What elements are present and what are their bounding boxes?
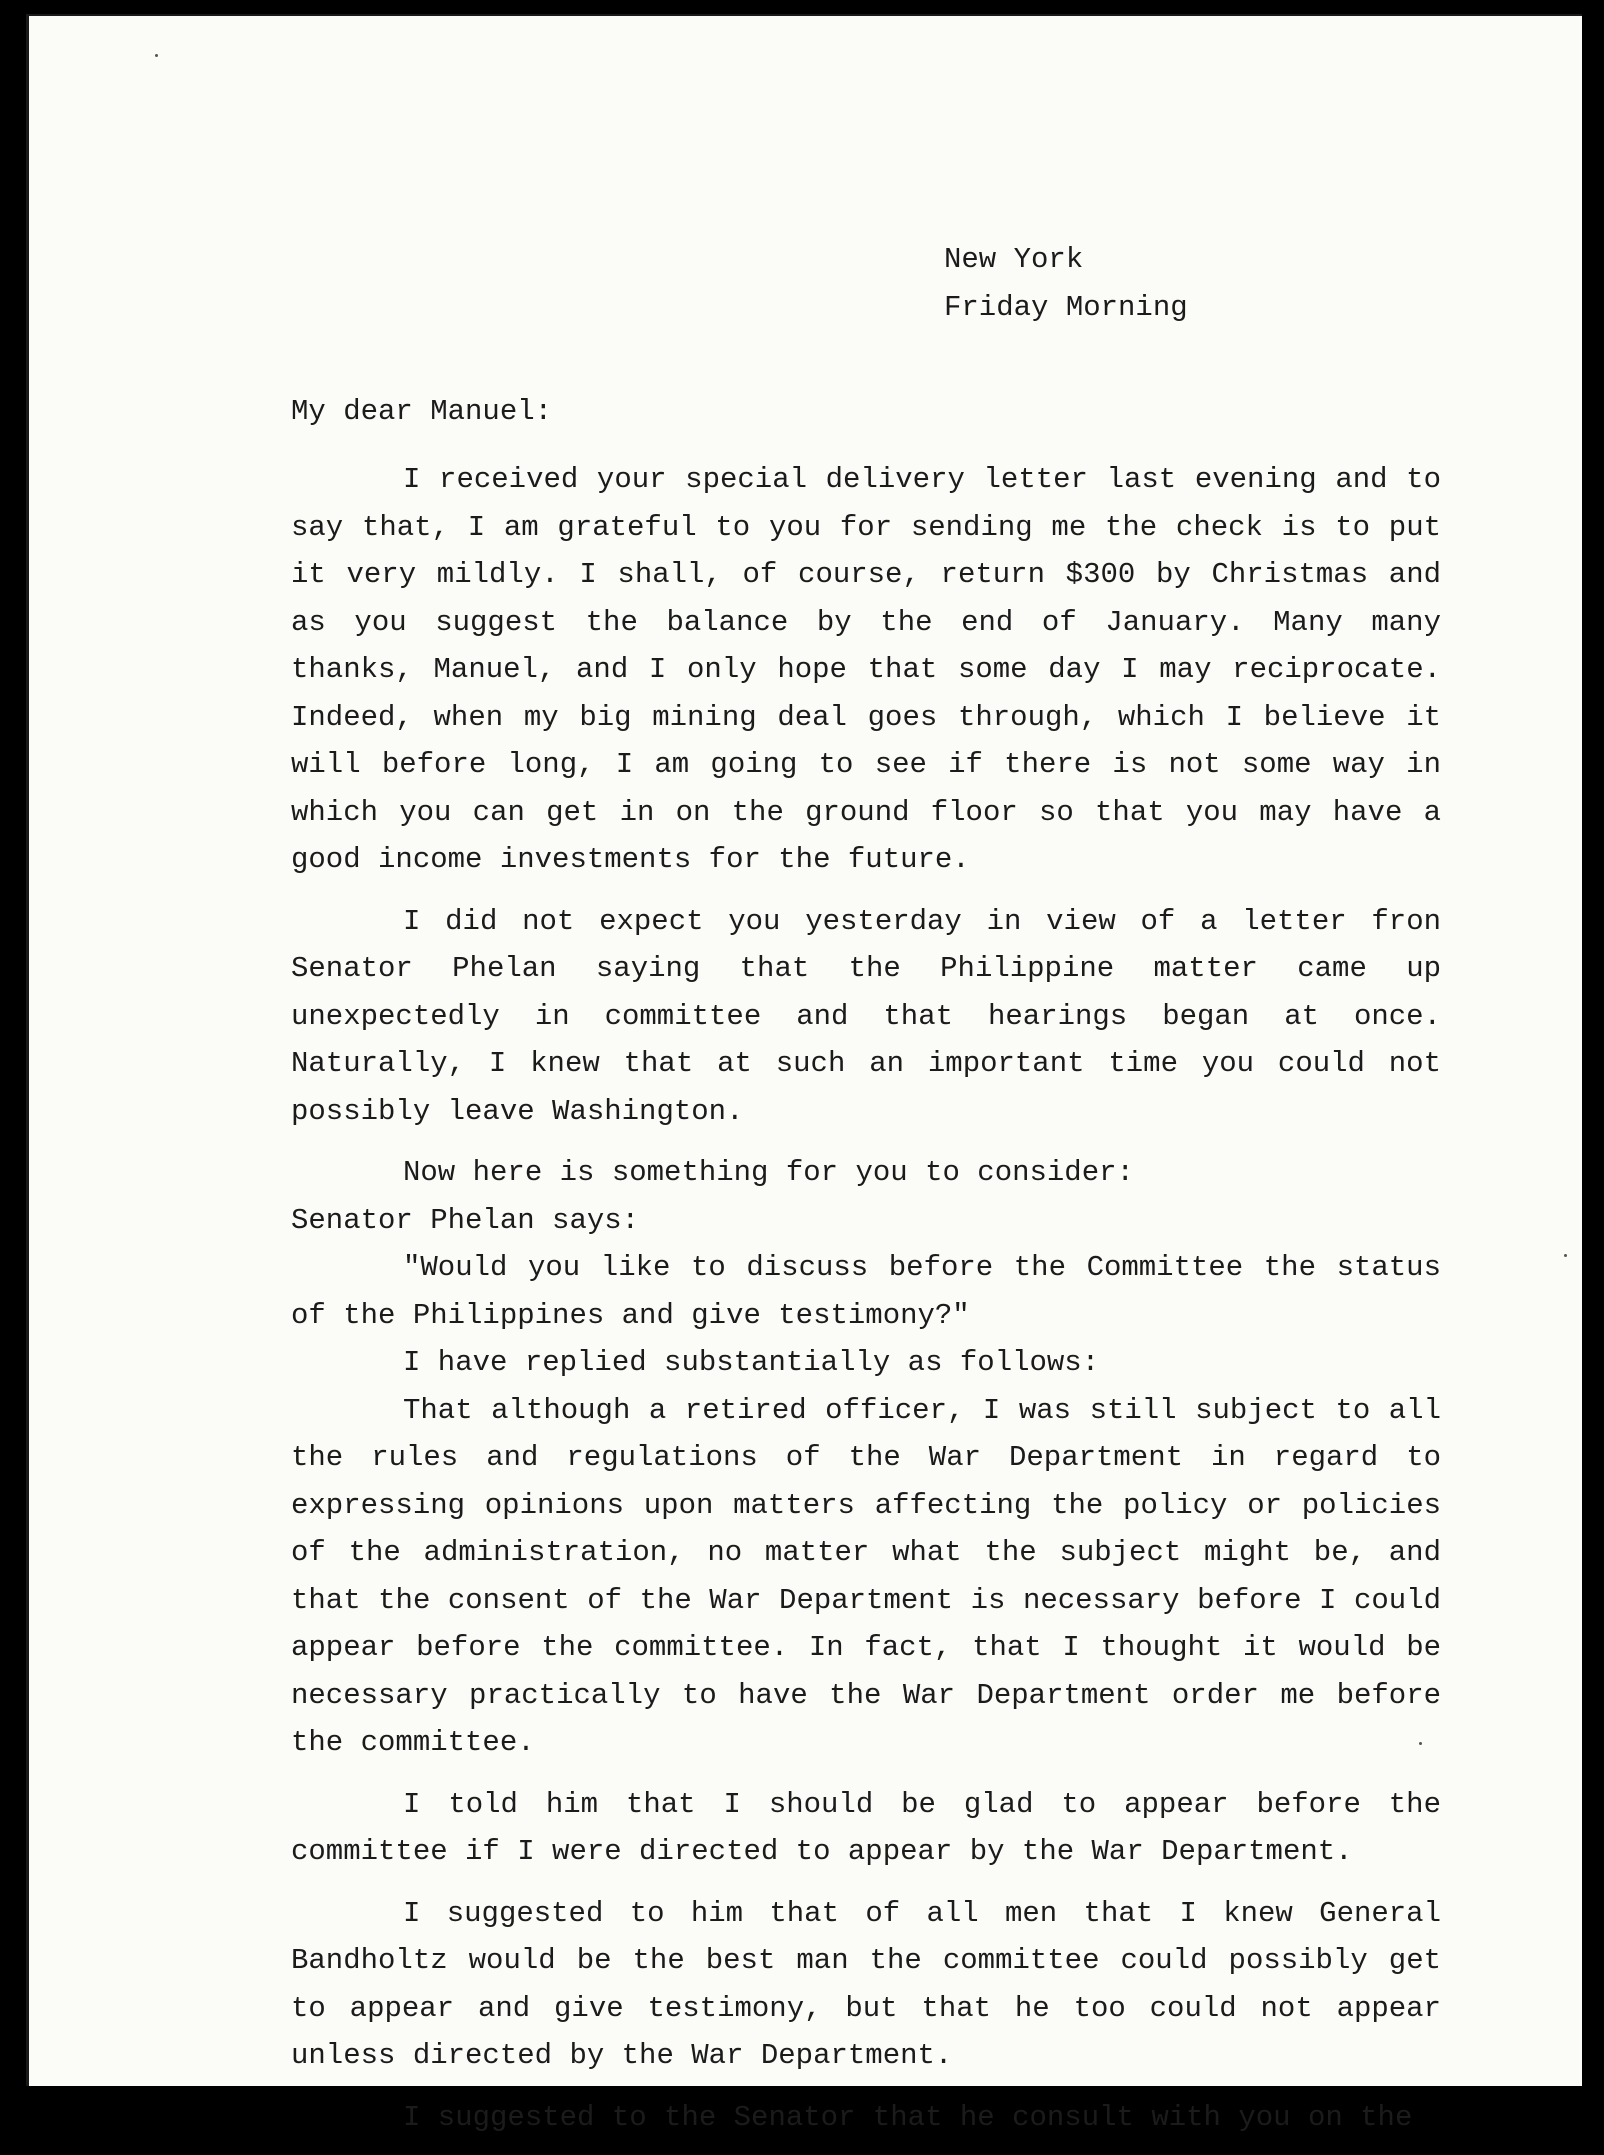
- paragraph-replied: I have replied substantially as follows:: [403, 1346, 1100, 1379]
- paragraph-retired-officer: That although a retired officer, I was still subject to all the rules and regulations of the War Department in regard to expressing opinions upon matters affecting the policy or policies of the administration, no matter what the subject might be, and that the consent of the War Department is necessary before I could appear before the committee. In fact, that I thought it would be necessary practically to have the War Department order me before the committee.: [291, 1393, 1441, 1759]
- letter-header: [944, 236, 1188, 332]
- paragraph-consider: Now here is something for you to consider:: [403, 1156, 1134, 1189]
- paper-speck: [1564, 1254, 1567, 1257]
- paragraph-consult: I suggested to the Senator that he consult with you on the: [403, 2100, 1413, 2134]
- paragraph-phelan-says: Senator Phelan says:: [291, 1203, 640, 1237]
- letter-page: [26, 14, 1582, 2134]
- paragraph-quote: "Would you like to discuss before the Committee the status of the Philippines and give testimony?": [291, 1251, 1441, 1332]
- paragraph-senator-phelan: I did not expect you yesterday in view of a letter fron Senator Phelan saying that the Philippine matter came up unexpectedly in committee and that hearings began at once. Naturally, I knew that at such an important time you could not possibly leave Washington.: [291, 904, 1441, 1128]
- paper-speck: [155, 54, 158, 57]
- paragraph-check-thanks: I received your special delivery letter last evening and to say that, I am grateful to you for sending me the check is to put it very mildly. I shall, of course, return $300 by Christmas and as you suggest the balance by the end of January. Many many thanks, Manuel, and I only hope that some day I may reciprocate. Indeed, when my big mining deal goes through, which I believe it will before long, I am going to see if there is not some way in which you can get in on the ground floor so that you may have a good income investments for the future.: [291, 463, 1441, 876]
- paragraph-glad-to-appear: I told him that I should be glad to appear before the committee if I were directed to appear by the War Department.: [291, 1787, 1441, 1868]
- letter-body: [291, 456, 1441, 2155]
- typed-letter: [29, 16, 1582, 2134]
- paragraph-bandholtz: I suggested to him that of all men that I knew General Bandholtz would be the best man the committee could possibly get to appear and give testimony, but that he too could not appear unless directed by the War Department.: [291, 1896, 1441, 2072]
- salutation: My dear Manuel:: [291, 395, 553, 428]
- letter-time: Friday Morning: [944, 291, 1188, 324]
- letter-place: New York: [944, 243, 1084, 276]
- paper-speck: [1419, 1742, 1422, 1745]
